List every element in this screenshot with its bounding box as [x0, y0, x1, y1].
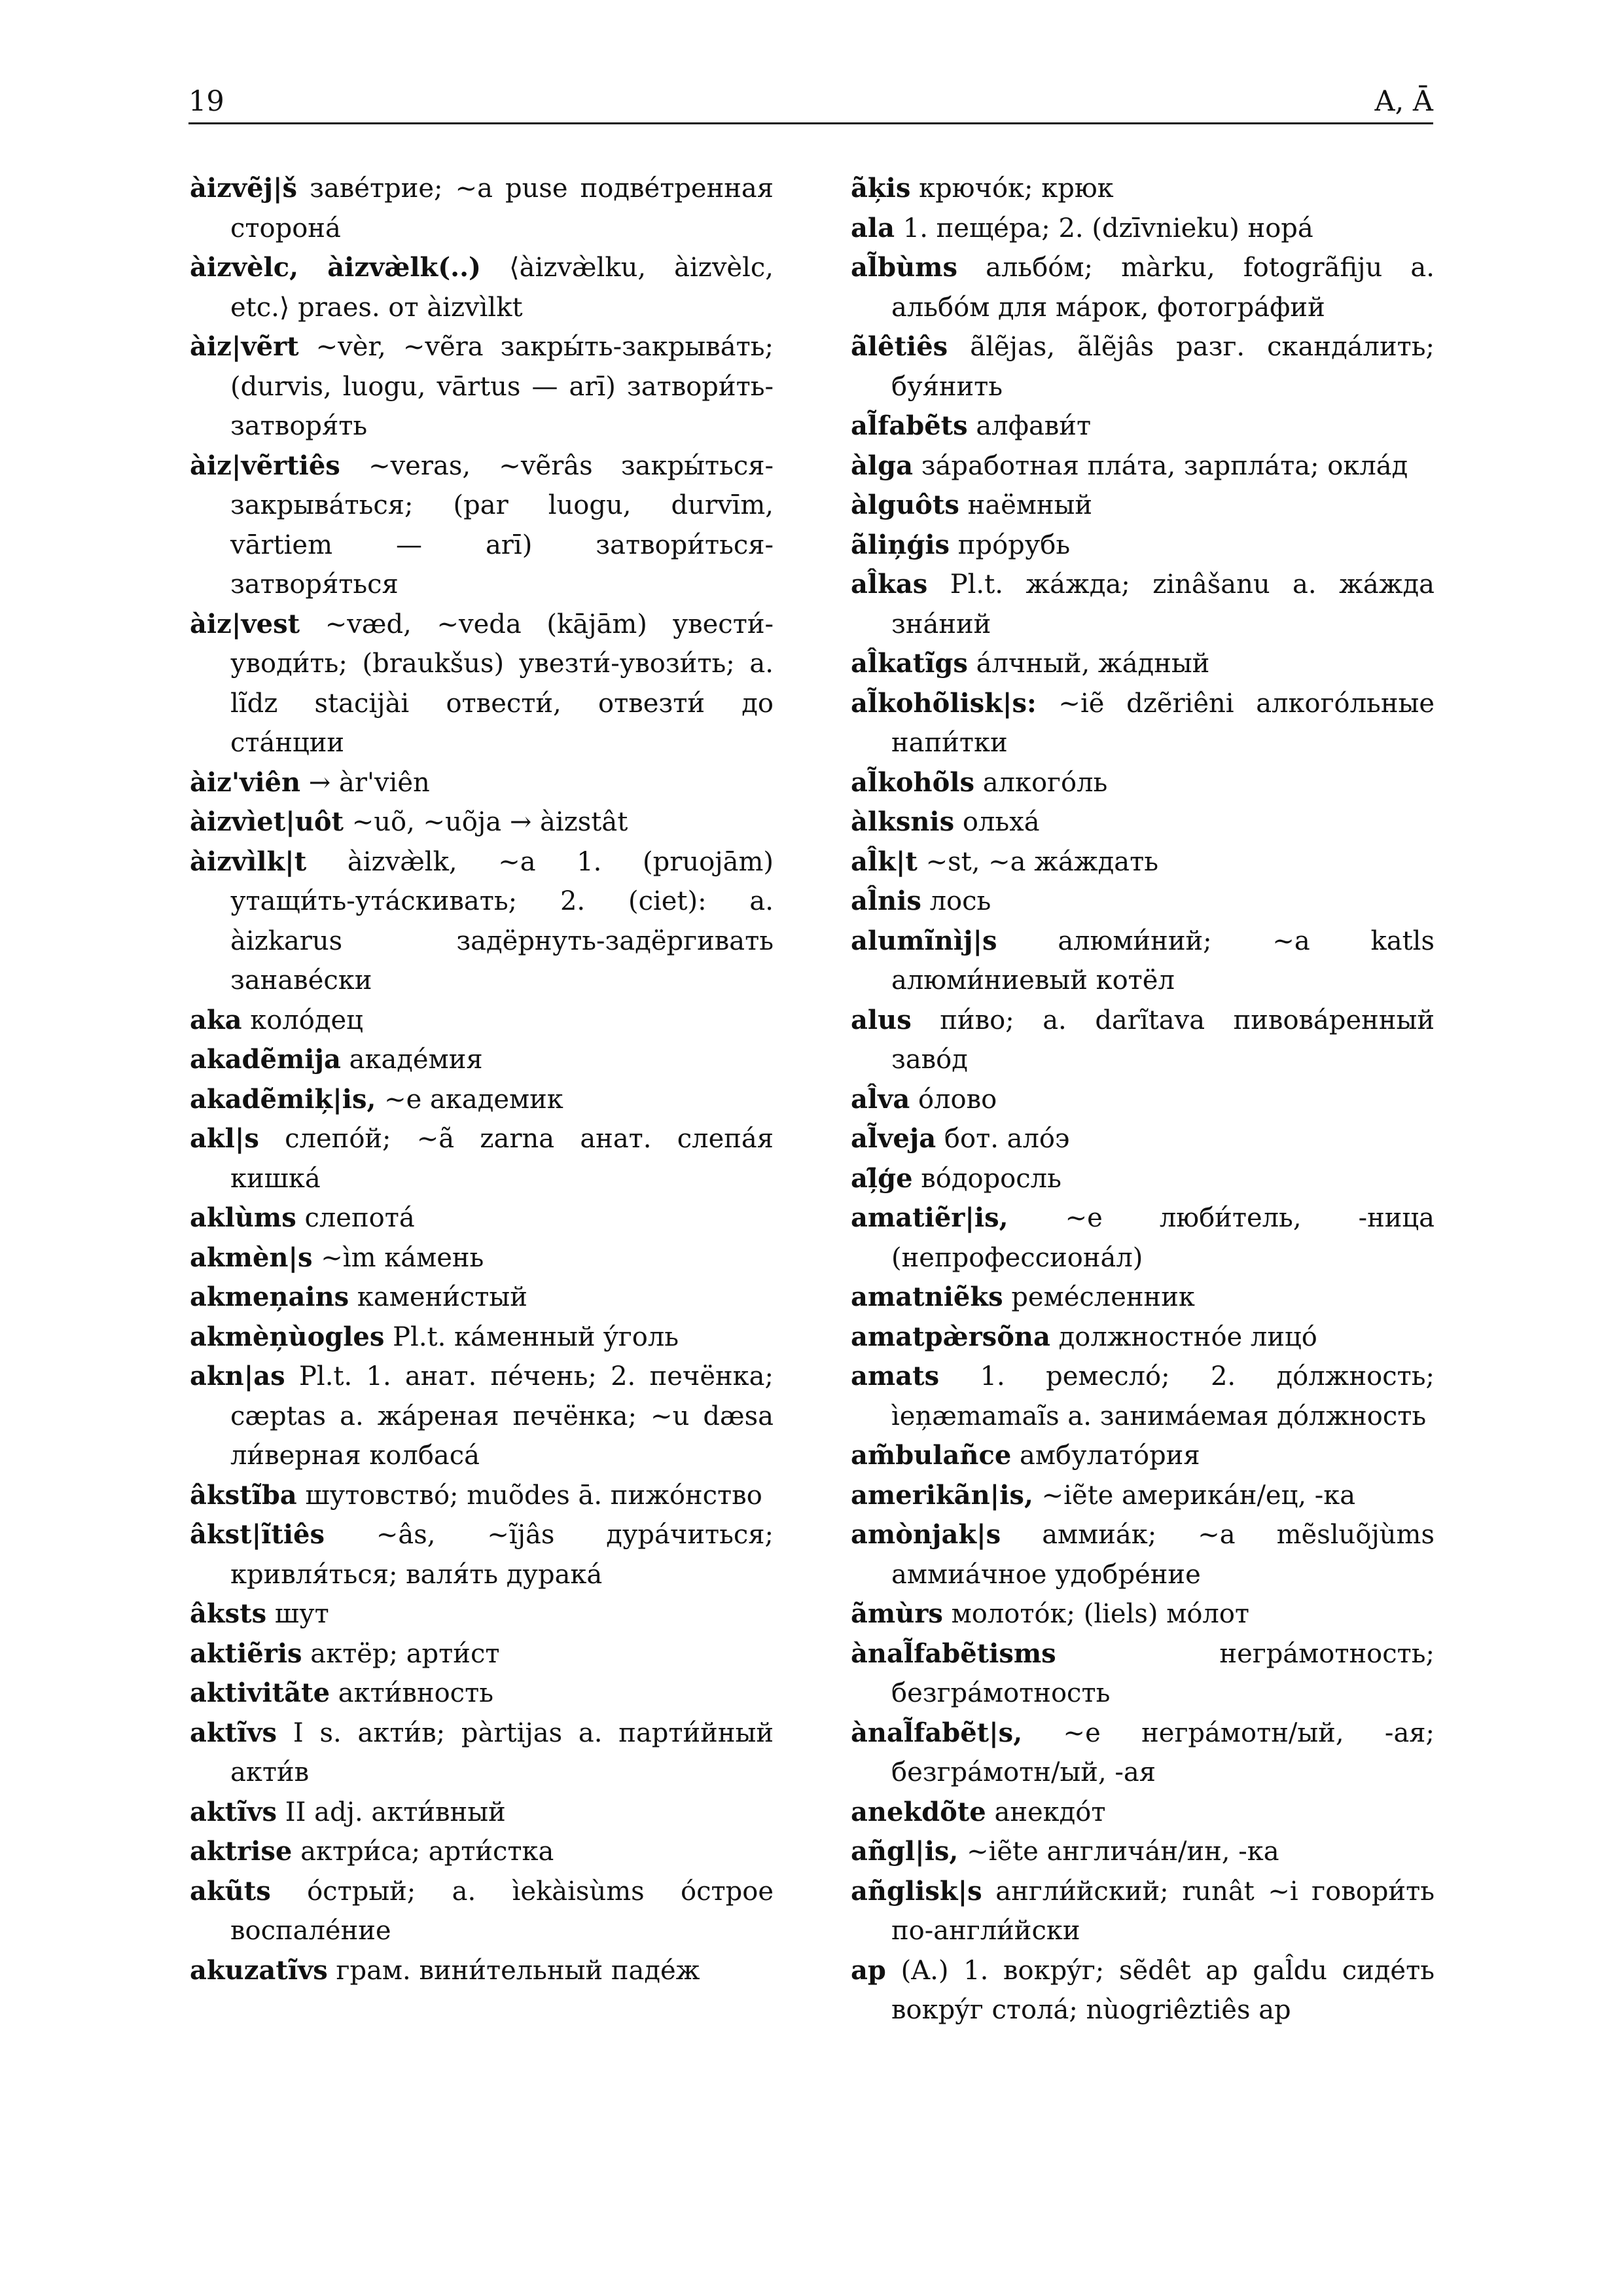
section-letters: A, Ā — [1374, 85, 1433, 118]
entry-definition: алкогóль — [982, 767, 1108, 798]
entry-definition: амбулатóрия — [1020, 1441, 1200, 1471]
entry-definition: ольхá — [962, 807, 1040, 837]
dictionary-entry — [190, 1476, 774, 1516]
dictionary-entry — [851, 1001, 1435, 1080]
entry-definition: молотóк; (liels) мóлот — [951, 1599, 1250, 1629]
entry-definition: пи́во; a. darĩtava пивовáренный завóд — [891, 1005, 1435, 1075]
dictionary-entry — [851, 1634, 1435, 1713]
dictionary-entry — [851, 1119, 1435, 1159]
dictionary-entry — [851, 842, 1435, 882]
dictionary-entry — [190, 1001, 774, 1041]
entry-definition: крючóк; крюк — [919, 173, 1114, 204]
entry-definition: ~iẽte англичáн/ин, -ка — [967, 1837, 1279, 1867]
dictionary-entry — [190, 1357, 774, 1476]
entry-headword: âkstĩba — [190, 1479, 297, 1511]
entry-definition: ~vèr, ~vẽra закры́ть-закрывáть; (durvis, luogu, vārtus — arī) затвори́ть-затворя́ть — [230, 332, 774, 441]
entry-definition: ãlẽjas, ãlẽjâs разг. скандáлить; буя́нить — [891, 332, 1435, 402]
entry-headword: àizvẽj|š — [190, 173, 298, 204]
entry-definition: альбóм; màrku, fotogrãfiju a. альбóм для мáрок, фотогрáфий — [891, 253, 1435, 323]
dictionary-entry — [851, 802, 1435, 842]
entry-headword: al̃bùms — [851, 252, 958, 283]
dictionary-entry — [190, 1713, 774, 1793]
entry-headword: ãķis — [851, 173, 911, 204]
entry-headword: àiz'viên — [190, 766, 301, 798]
entry-headword: al̂va — [851, 1083, 910, 1115]
entry-definition: Pl.t. 1. анат. пéчень; 2. печёнка; cæptas a. жáреная печёнка; ~u dæsa ли́верная колбасá — [230, 1361, 774, 1471]
dictionary-entry — [851, 446, 1435, 486]
entry-headword: amatiẽr|is, — [851, 1202, 1008, 1233]
dictionary-entry — [851, 1832, 1435, 1872]
entry-headword: amatniẽks — [851, 1282, 1003, 1312]
dictionary-entry — [851, 644, 1435, 684]
entry-headword: añgl|is, — [851, 1836, 959, 1867]
right-column — [851, 169, 1435, 2030]
entry-definition: зáработная плáта, зарплáта; оклáд — [921, 450, 1408, 481]
entry-definition: ~e негрáмотн/ый, -ая; безгрáмотн/ый, -ая — [891, 1717, 1435, 1787]
dictionary-entry — [851, 1793, 1435, 1833]
entry-headword: al̂kas — [851, 569, 928, 600]
entry-headword: amerikãn|is, — [851, 1479, 1033, 1511]
entry-definition: áлчный, жáдный — [976, 649, 1210, 679]
entry-definition: Pl.t. кáменный ýголь — [393, 1321, 679, 1352]
entry-definition: ~iẽte америкáн/ец, -ка — [1041, 1480, 1356, 1511]
entry-headword: àlksnis — [851, 806, 955, 837]
entry-definition: грам. вини́тельный падéж — [336, 1955, 700, 1986]
entry-headword: anekdõte — [851, 1796, 986, 1827]
entry-headword: âkst|ĩtiês — [190, 1519, 325, 1550]
dictionary-entry — [851, 565, 1435, 644]
dictionary-entry — [190, 1040, 774, 1080]
entry-definition: ~st, ~a жáждать — [925, 846, 1159, 877]
entry-headword: ala — [851, 212, 895, 243]
dictionary-entry — [851, 327, 1435, 406]
entry-headword: àlguôts — [851, 490, 959, 520]
entry-headword: ãmùrs — [851, 1598, 943, 1629]
entry-definition: прóрубь — [957, 529, 1071, 560]
dictionary-entry — [851, 486, 1435, 526]
dictionary-entry — [851, 1159, 1435, 1199]
entry-headword: âksts — [190, 1598, 267, 1629]
entry-definition: ~veras, ~vẽrâs закры́ться-закрывáться; (par luogu, durvīm, vārtiem — arī) затвори́ться-затворя́ться — [230, 450, 774, 600]
dictionary-entry — [190, 1872, 774, 1951]
dictionary-entry — [851, 1713, 1435, 1793]
entry-headword: al̃veja — [851, 1123, 936, 1154]
entry-headword: ãliņģis — [851, 529, 950, 560]
entry-headword: al̃kohõlisk|s: — [851, 687, 1037, 719]
entry-definition: ~uõ, ~uõja → àizstât — [351, 807, 628, 837]
dictionary-entry — [851, 1080, 1435, 1120]
dictionary-entry — [190, 1238, 774, 1278]
page-number: 19 — [188, 85, 224, 118]
entry-definition: вóдоросль — [921, 1163, 1061, 1194]
entry-headword: ãlêtiês — [851, 331, 948, 362]
entry-definition: II adj. акти́вный — [285, 1797, 506, 1827]
entry-headword: aļ̃ģe — [851, 1162, 913, 1194]
dictionary-entry — [851, 1476, 1435, 1516]
entry-headword: alus — [851, 1004, 912, 1035]
entry-headword: aka — [190, 1004, 242, 1035]
entry-headword: al̂katĩgs — [851, 648, 968, 679]
entry-headword: añglisk|s — [851, 1875, 982, 1907]
entry-headword: amònjak|s — [851, 1519, 1001, 1550]
dictionary-entry — [190, 1515, 774, 1594]
entry-headword: ap — [851, 1954, 886, 1986]
entry-definition: аммиáк; ~a mẽsluõjùms аммиáчное удобрéние — [891, 1520, 1435, 1590]
entry-headword: akmèņùogles — [190, 1321, 385, 1352]
dictionary-entry — [190, 1198, 774, 1238]
entry-definition: колóдец — [250, 1005, 363, 1035]
entry-definition: должностнóе лицó — [1058, 1321, 1317, 1352]
dictionary-entry — [851, 406, 1435, 446]
dictionary-entry — [190, 763, 774, 803]
dictionary-entry — [190, 1634, 774, 1674]
dictionary-entry — [190, 169, 774, 248]
dictionary-entry — [190, 802, 774, 842]
entry-definition: бот. алóэ — [944, 1124, 1070, 1154]
dictionary-entry — [851, 1198, 1435, 1278]
entry-headword: al̂nis — [851, 886, 921, 916]
dictionary-entry — [851, 1357, 1435, 1436]
entry-definition: завéтрие; ~a puse подвéтренная сторонá — [230, 173, 774, 243]
entry-definition: акти́вность — [338, 1678, 493, 1708]
entry-headword: àiz|vẽrtiês — [190, 450, 340, 481]
entry-headword: aktivitãte — [190, 1677, 330, 1708]
dictionary-entry — [190, 1951, 774, 1991]
dictionary-entry — [851, 1278, 1435, 1318]
entry-headword: alumĩnìj|s — [851, 925, 997, 956]
entry-definition: ~e академик — [384, 1084, 563, 1115]
entry-definition: (A.) 1. вокрýг; sẽdêt ap gal̂du сидéть вокрýг столá; nùogriêztiês ap — [891, 1955, 1435, 2025]
dictionary-entry — [190, 1594, 774, 1634]
entry-definition: ремéсленник — [1011, 1282, 1195, 1312]
entry-definition: англи́йский; runât ~i говори́ть по-англи́йски — [891, 1876, 1435, 1946]
entry-definition: алфави́т — [976, 411, 1092, 441]
left-column — [190, 169, 774, 1990]
entry-definition: слепотá — [304, 1203, 415, 1233]
dictionary-entry — [851, 882, 1435, 922]
entry-definition: акадéмия — [349, 1045, 483, 1075]
entry-definition: ~iẽ dzẽriêni алкогóльные напи́тки — [891, 688, 1435, 758]
entry-headword: akn|as — [190, 1361, 285, 1391]
dictionary-entry — [851, 1436, 1435, 1476]
entry-definition: óстрый; a. ìekàisùms óстрое воспалéние — [230, 1876, 774, 1946]
dictionary-entry — [851, 763, 1435, 803]
entry-definition: камени́стый — [357, 1282, 527, 1312]
dictionary-entry — [851, 1951, 1435, 2030]
entry-definition: 1. пещéра; 2. (dzīvnieku) норá — [902, 213, 1313, 243]
entry-definition: ~ìm кáмень — [321, 1242, 484, 1273]
entry-headword: ànal̃fabẽtisms — [851, 1638, 1056, 1669]
dictionary-entry — [190, 842, 774, 1001]
dictionary-entry — [851, 1594, 1435, 1634]
entry-headword: aktrise — [190, 1836, 293, 1867]
entry-definition: анекдóт — [994, 1797, 1106, 1827]
entry-definition: àizvæ̀lk, ~a 1. (pruojām) утащи́ть-утáскивать; 2. (ciet): a. àizkarus задёрнуть-задёргивать занавéски — [230, 846, 774, 996]
header-rule — [188, 122, 1433, 124]
entry-headword: amatpæ̀rsõna — [851, 1321, 1050, 1352]
entry-headword: akadẽmiķ|is, — [190, 1083, 376, 1115]
dictionary-entry — [851, 209, 1435, 249]
dictionary-entry — [190, 327, 774, 446]
dictionary-entry — [190, 446, 774, 605]
entry-headword: akadẽmija — [190, 1044, 341, 1075]
entry-definition: 1. ремеслó; 2. дóлжность; ìeņæmamaĩs a. занимáемая дóлжность — [891, 1361, 1435, 1431]
entry-definition: I s. акти́в; pàrtijas a. парти́йный акти́в — [230, 1717, 774, 1787]
page-header — [188, 79, 1433, 124]
entry-definition: ⟨àizvæ̀lku, àizvèlc, etc.⟩ praes. от àizvìlkt — [230, 253, 774, 323]
entry-definition: ~âs, ~ĩjâs дурáчиться; кривля́ться; валя́ть дуракá — [230, 1520, 774, 1590]
entry-headword: aktĩvs — [190, 1796, 277, 1827]
entry-definition: лось — [929, 886, 991, 916]
dictionary-entry — [190, 1793, 774, 1833]
entry-headword: al̃kohõls — [851, 766, 974, 798]
entry-headword: al̃fabẽts — [851, 410, 968, 441]
entry-headword: am̃bulañce — [851, 1440, 1012, 1471]
entry-headword: akuzatĩvs — [190, 1954, 328, 1986]
dictionary-entry — [851, 248, 1435, 327]
entry-headword: àizvèlc, àizvæ̀lk(..) — [190, 252, 481, 283]
dictionary-entry — [851, 922, 1435, 1001]
entry-headword: àiz|vẽrt — [190, 331, 299, 362]
entry-headword: aktiẽris — [190, 1638, 302, 1669]
entry-headword: aklùms — [190, 1202, 296, 1233]
dictionary-entry — [190, 605, 774, 763]
entry-definition: → àr'viên — [308, 767, 430, 798]
entry-headword: ànal̃fabẽt|s, — [851, 1717, 1023, 1748]
entry-definition: актёр; арти́ст — [310, 1638, 500, 1669]
entry-headword: àizvìlk|t — [190, 846, 307, 877]
entry-headword: amats — [851, 1361, 940, 1391]
entry-headword: àiz|vest — [190, 608, 300, 639]
entry-headword: akmeņains — [190, 1282, 349, 1312]
entry-definition: наёмный — [967, 490, 1093, 520]
dictionary-entry — [190, 1832, 774, 1872]
entry-headword: akmèn|s — [190, 1242, 313, 1273]
entry-definition: ~væd, ~veda (kājām) увести́-уводи́ть; (braukšus) увезти́-увози́ть; a. lĩdz stacijài отвести́, отвезти́ до стáнции — [230, 609, 774, 758]
dictionary-entry — [190, 1674, 774, 1713]
dictionary-entry — [851, 684, 1435, 763]
dictionary-entry — [190, 1318, 774, 1357]
dictionary-entry — [851, 1515, 1435, 1594]
entry-headword: al̂k|t — [851, 846, 918, 877]
dictionary-entry — [851, 1872, 1435, 1951]
entry-headword: àizvìet|uôt — [190, 806, 344, 837]
entry-definition: слепóй; ~ã zarna анат. слепáя кишкá — [230, 1124, 774, 1194]
dictionary-entry — [190, 1119, 774, 1198]
entry-headword: akl|s — [190, 1123, 259, 1154]
entry-definition: актри́са; арти́стка — [300, 1837, 554, 1867]
entry-definition: негрáмотность; безгрáмотность — [891, 1638, 1435, 1708]
dictionary-entry — [190, 248, 774, 327]
entry-definition: ~e люби́тель, -ница (непрофессионáл) — [891, 1203, 1435, 1273]
entry-definition: шутовствó; muõdes ā. пижóнство — [305, 1480, 762, 1511]
entry-definition: Pl.t. жáжда; zinâšanu a. жáжда знáний — [891, 569, 1435, 639]
dictionary-entry — [851, 169, 1435, 209]
entry-headword: àlga — [851, 450, 913, 481]
entry-definition: óлово — [918, 1084, 997, 1115]
entry-definition: шут — [274, 1599, 329, 1629]
entry-definition: алюми́ний; ~a katls алюми́ниевый котёл — [891, 925, 1435, 996]
dictionary-entry — [190, 1080, 774, 1120]
dictionary-entry — [190, 1278, 774, 1318]
dictionary-entry — [851, 526, 1435, 565]
dictionary-entry — [851, 1318, 1435, 1357]
entry-headword: akũts — [190, 1875, 271, 1907]
entry-headword: aktĩvs — [190, 1717, 277, 1748]
